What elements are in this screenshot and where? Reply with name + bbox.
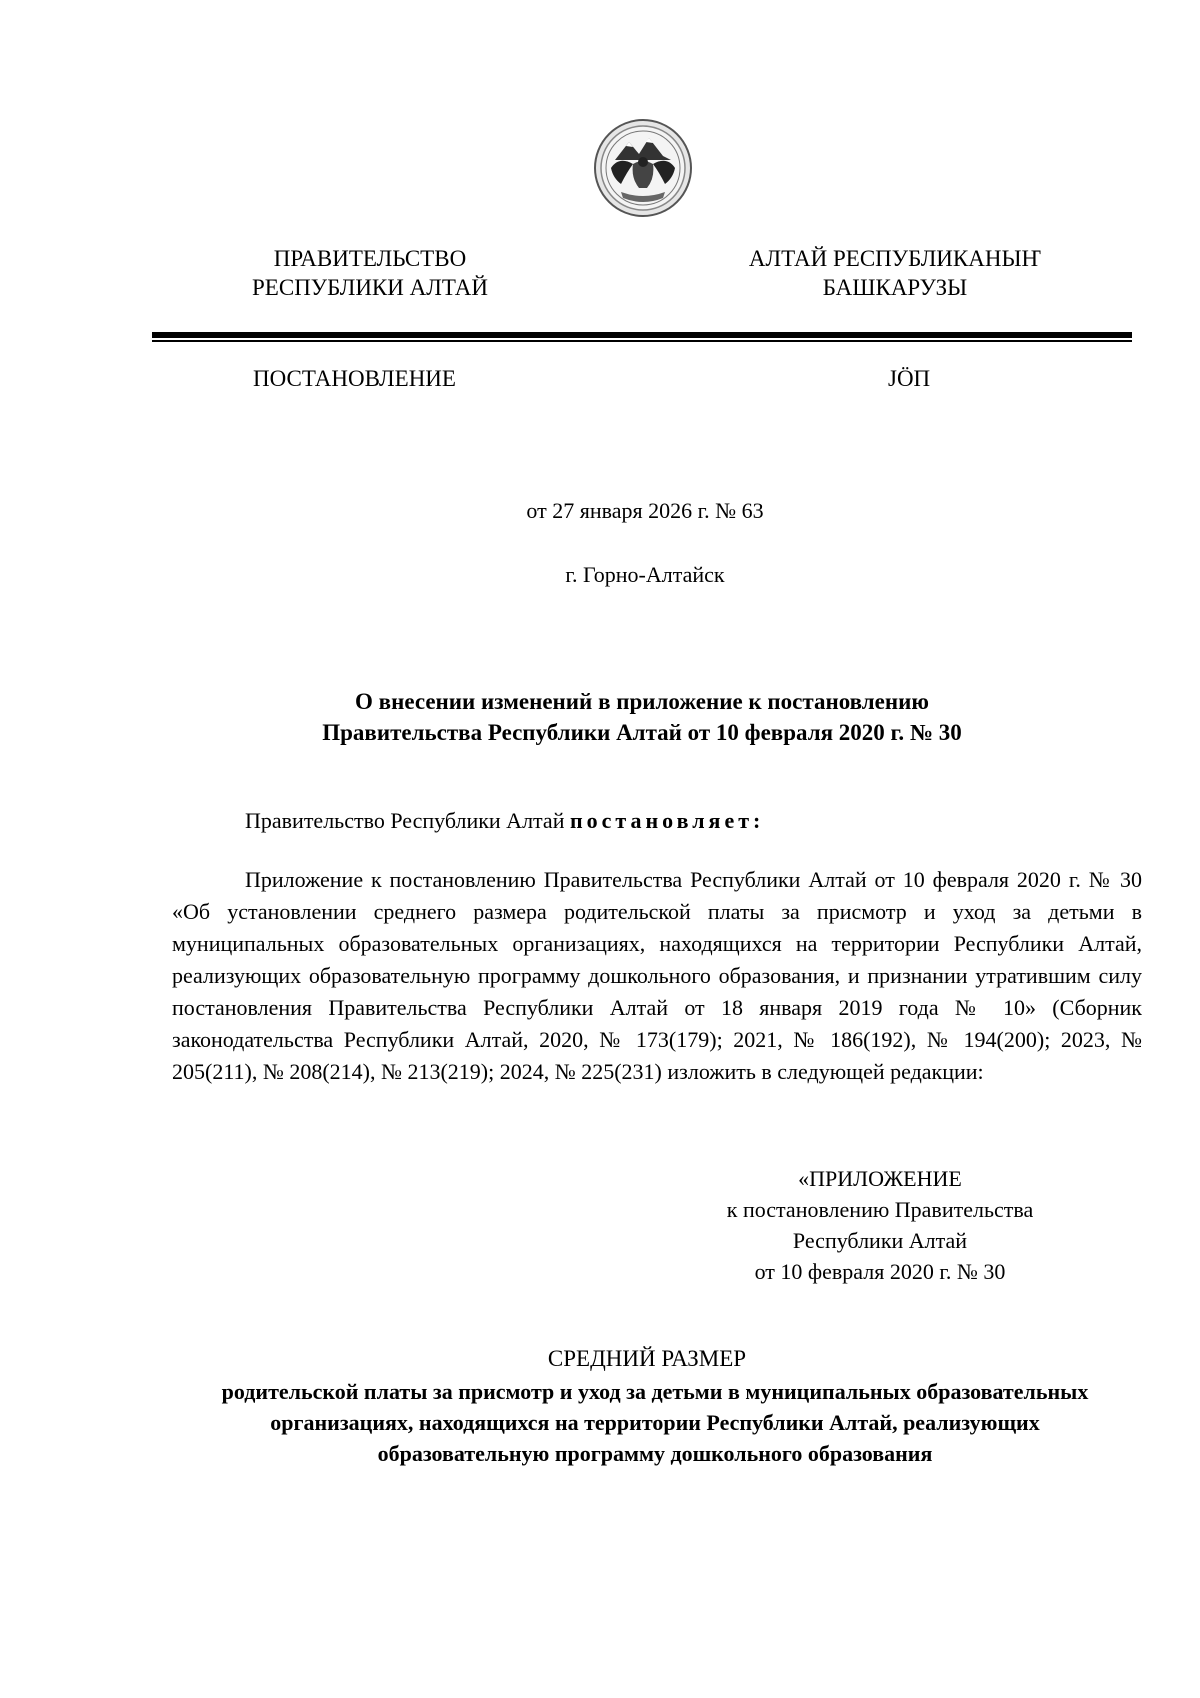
doc-type-altai: JӦП [888,366,931,391]
document-title-line1: О внесении изменений в приложение к постановлению [355,689,929,714]
appendix-line4: от 10 февраля 2020 г. № 30 [754,1259,1006,1284]
org-name-russian-line2: РЕСПУБЛИКИ АЛТАЙ [252,275,488,300]
body-paragraph: Приложение к постановлению Правительства Республики Алтай от 10 февраля 2020 г. № 30 «Об установлении среднего размера родительской платы за присмотр и уход за детьми в муниципальных образовательных организациях, находящихся на территории Республики Алтай, реализующих образовательную программу дошкольного образования, и признании утратившим силу постановления Правительства Республики Алтай от 18 января 2019 года № 10» (Сборник законодательства Республики Алтай, 2020, № 173(179); 2021, № 186(192), № 194(200); 2023, № 205(211), № 208(214), № 213(219); 2024, № 225(231) изложить в следующей редакции: [172,867,1142,1084]
resolves-line [245,808,764,834]
emblem-icon [593,118,693,218]
org-name-altai-line1: АЛТАЙ РЕСПУБЛИКАНЫҤ [748,246,1042,271]
section-subheading [160,1376,1150,1469]
section-subheading-line1: родительской платы за присмотр и уход за детьми в муниципальных образовательных [221,1379,1089,1404]
org-name-russian-line1: ПРАВИТЕЛЬСТВО [273,246,467,271]
section-subheading-line2: организациях, находящихся на территории Республики Алтай, реализующих [270,1410,1040,1435]
coat-of-arms-emblem [593,118,693,218]
city: г. Горно-Алтайск [565,562,725,587]
appendix-line3: Республики Алтай [792,1228,968,1253]
header-divider-thin [152,340,1132,342]
org-name-altai-line2: БАШКАРУЗЫ [822,275,968,300]
appendix-block [680,1163,1080,1287]
document-title [152,686,1132,748]
doc-type-russian: ПОСТАНОВЛЕНИЕ [253,366,456,391]
section-subheading-line3: образовательную программу дошкольного образования [377,1441,933,1466]
resolves-prefix: Правительство Республики Алтай [245,808,570,833]
appendix-line1: «ПРИЛОЖЕНИЕ [798,1166,962,1191]
org-name-russian [200,244,540,302]
org-name-altai [740,244,1050,302]
header-divider-thick [152,332,1132,338]
resolves-verb: постановляет: [569,808,765,833]
section-heading: СРЕДНИЙ РАЗМЕР [547,1346,747,1371]
document-title-line2: Правительства Республики Алтай от 10 февраля 2020 г. № 30 [322,720,962,745]
appendix-line2: к постановлению Правительства [726,1197,1034,1222]
date-number: от 27 января 2026 г. № 63 [526,498,764,523]
